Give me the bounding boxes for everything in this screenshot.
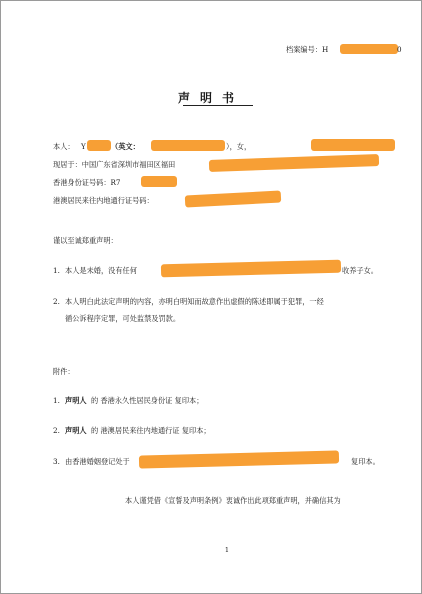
attachment-3-number: 3.: [53, 457, 60, 466]
title-underline: [183, 105, 253, 106]
attachment-3-text: 由香港婚姻登记处于: [65, 457, 130, 466]
attachment-1-bold: 声明人: [65, 396, 87, 405]
attachment-2-bold: 声明人: [65, 426, 87, 435]
statement-1-tail: 收养子女。: [342, 266, 378, 275]
page-number: 1: [224, 546, 230, 554]
redaction-statement-1: [161, 260, 341, 278]
solemn-declaration: 谨以至诚郑重声明：: [53, 236, 118, 245]
redaction-file-number: [340, 44, 398, 54]
hk-id-label: 香港身份证号码：R7: [53, 178, 121, 187]
document-title: 声明书: [177, 91, 244, 105]
attachment-1-number: 1.: [53, 396, 60, 405]
redaction-birth-info: [311, 139, 395, 151]
redaction-english-name: [151, 140, 225, 151]
redaction-attachment-3: [139, 450, 339, 468]
statement-1-number: 1.: [53, 266, 60, 275]
residence-label: 现居于：中国广东省深圳市福田区福田: [53, 160, 176, 169]
file-number-label: 档案编号：H: [286, 45, 329, 54]
attachment-3-tail: 复印本。: [351, 457, 380, 466]
declarant-name-label: 本人：: [53, 142, 75, 151]
closing-statement: 本人谨凭借《宣誓及声明条例》衷诚作出此项郑重声明，并确信其为: [125, 496, 341, 505]
attachments-label: 附件：: [53, 367, 75, 376]
statement-1-lead: 本人是未婚，没有任何: [65, 266, 137, 275]
redaction-hk-id: [141, 176, 177, 187]
redaction-address: [209, 154, 379, 172]
attachment-2-text: 的 港澳居民来往内地通行证 复印本；: [91, 426, 211, 435]
gender-text: ），女，: [226, 142, 252, 151]
file-number-tail: 0: [397, 45, 402, 54]
declarant-name-prefix: Y: [81, 142, 86, 151]
attachment-1-text: 的 香港永久性居民身份证 复印本；: [91, 396, 204, 405]
redaction-name: [87, 140, 111, 151]
attachment-2-number: 2.: [53, 426, 60, 435]
statement-2-number: 2.: [53, 297, 60, 306]
statement-2-line2: 循公诉程序定罪，可处监禁及罚款。: [65, 314, 181, 323]
english-name-label: （英文：: [111, 142, 140, 151]
redaction-permit: [185, 190, 281, 207]
statement-2-line1: 本人明白此法定声明的内容，亦明白明知而故意作出虚假的陈述即属于犯罪，一经: [65, 297, 324, 306]
permit-label: 港澳居民来往内地通行证号码：: [53, 196, 154, 205]
